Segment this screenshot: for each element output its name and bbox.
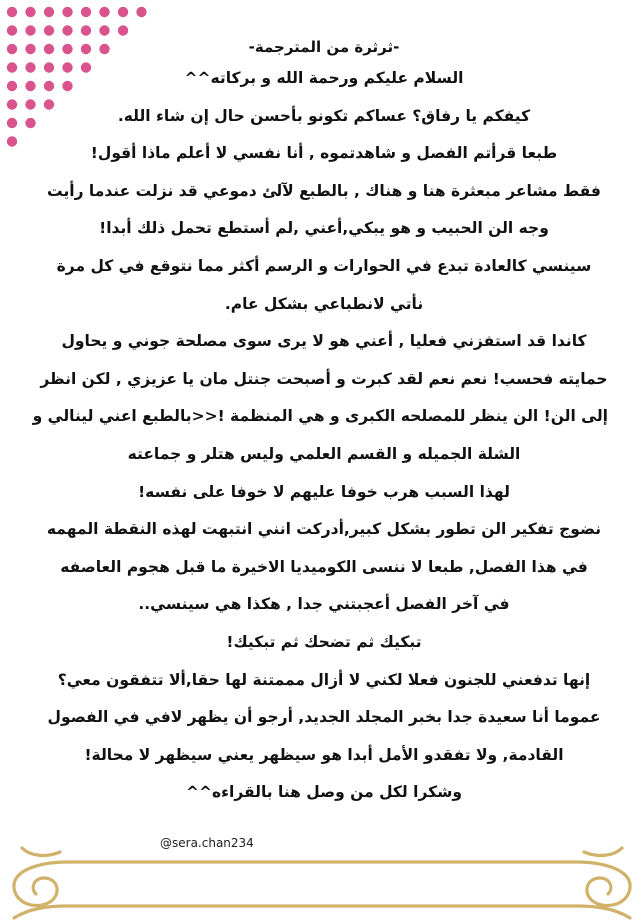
note-line: نأتي لانطباعي بشكل عام.: [224, 294, 424, 313]
decorative-dot: [25, 44, 35, 54]
note-line: فقط مشاعر مبعثرة هنا و هناك , بالطبع لآلئ دموعي قد نزلت عندما رأيت: [47, 181, 601, 200]
right-scroll: [576, 862, 630, 906]
decorative-dot: [136, 7, 146, 17]
decorative-dot: [25, 118, 35, 128]
note-line: السلام عليكم ورحمة الله و بركاته^^: [184, 69, 464, 87]
left-scroll: [14, 862, 68, 906]
decorative-dot: [7, 44, 17, 54]
decorative-dot: [25, 99, 35, 109]
decorative-dot: [25, 25, 35, 35]
decorative-dot: [118, 7, 128, 17]
note-line: تبكيك ثم تضحك ثم تبكيك!: [226, 632, 422, 651]
decorative-dot: [7, 136, 17, 146]
note-line: الشلة الجميله و القسم العلمي وليس هتلر و جماعته: [127, 444, 521, 463]
note-line: كاندا قد استفزني فعليا , أعني هو لا يرى سوى مصلحة جوني و يحاول: [61, 332, 587, 351]
translator-note: [32, 34, 608, 812]
decorative-dot: [7, 99, 17, 109]
decorative-dot: [25, 81, 35, 91]
decorative-dot: [7, 25, 17, 35]
ornamental-border: [0, 828, 644, 924]
note-line: لهذا السبب هرب خوفا عليهم لا خوفا على نفسه!: [138, 482, 510, 501]
decorative-dot: [7, 81, 17, 91]
note-line: وشكرا لكل من وصل هنا بالقراءه^^: [185, 783, 462, 802]
left-leaf: [22, 848, 60, 855]
right-leaf: [584, 848, 622, 855]
note-line: وجه الن الحبيب و هو يبكي,أعني ,لم أستطع تحمل ذلك أبدا!: [99, 219, 549, 238]
left-scroll-lower: [14, 906, 68, 918]
decorative-dot: [99, 7, 109, 17]
note-line: القادمة, ولا تفقدو الأمل أبدا هو سيظهر يعني سيظهر لا محالة!: [84, 745, 564, 764]
decorative-dot: [25, 7, 35, 17]
note-line: في هذا الفصل, طبعا لا ننسى الكوميديا الاخيرة ما قبل هجوم العاصفه: [60, 557, 588, 576]
note-line: كيفكم يا رفاق؟ عساكم تكونو بأحسن حال إن شاء الله.: [117, 106, 531, 125]
decorative-dot: [44, 7, 54, 17]
decorative-dot: [25, 62, 35, 72]
decorative-dot: [7, 7, 17, 17]
note-line: نضوج تفكير الن تطور بشكل كبير,أدركت انني انتبهت لهذه النقطة المهمه: [46, 520, 602, 539]
right-scroll-lower: [576, 906, 630, 918]
note-line: إلى الن! الن ينظر للمصلحه الكبرى و هي المنظمة !<<بالطبع اعني لينالي و: [32, 407, 608, 426]
note-line: في آخر الفصل أعجبتني جدا , هكذا هي سينسي..: [138, 595, 510, 614]
decorative-dot: [7, 118, 17, 128]
note-line: حمايته فحسب! نعم نعم لقد كبرت و أصبحت جنتل مان يا عزيزي , لكن انظر: [40, 369, 608, 388]
note-line: سينسي كالعادة تبدع في الحوارات و الرسم أكثر مما نتوقع في كل مرة: [56, 256, 592, 275]
decorative-dot: [7, 62, 17, 72]
credit-handle: @sera.chan234: [160, 836, 254, 850]
decorative-dot: [62, 7, 72, 17]
note-line: عموما أنا سعيدة جدا بخبر المجلد الجديد, أرجو أن يظهر لافي في الفصول: [47, 708, 601, 727]
note-title: -ثرثرة من المترجمة-: [248, 38, 400, 56]
note-line: طبعا قرأتم الفصل و شاهدتموه , أنا نفسي لا أعلم ماذا أقول!: [90, 144, 558, 163]
decorative-dot: [81, 7, 91, 17]
note-line: إنها تدفعني للجنون فعلا لكني لا أزال مممتنة لها حقا,ألا تتفقون معي؟: [57, 670, 591, 689]
